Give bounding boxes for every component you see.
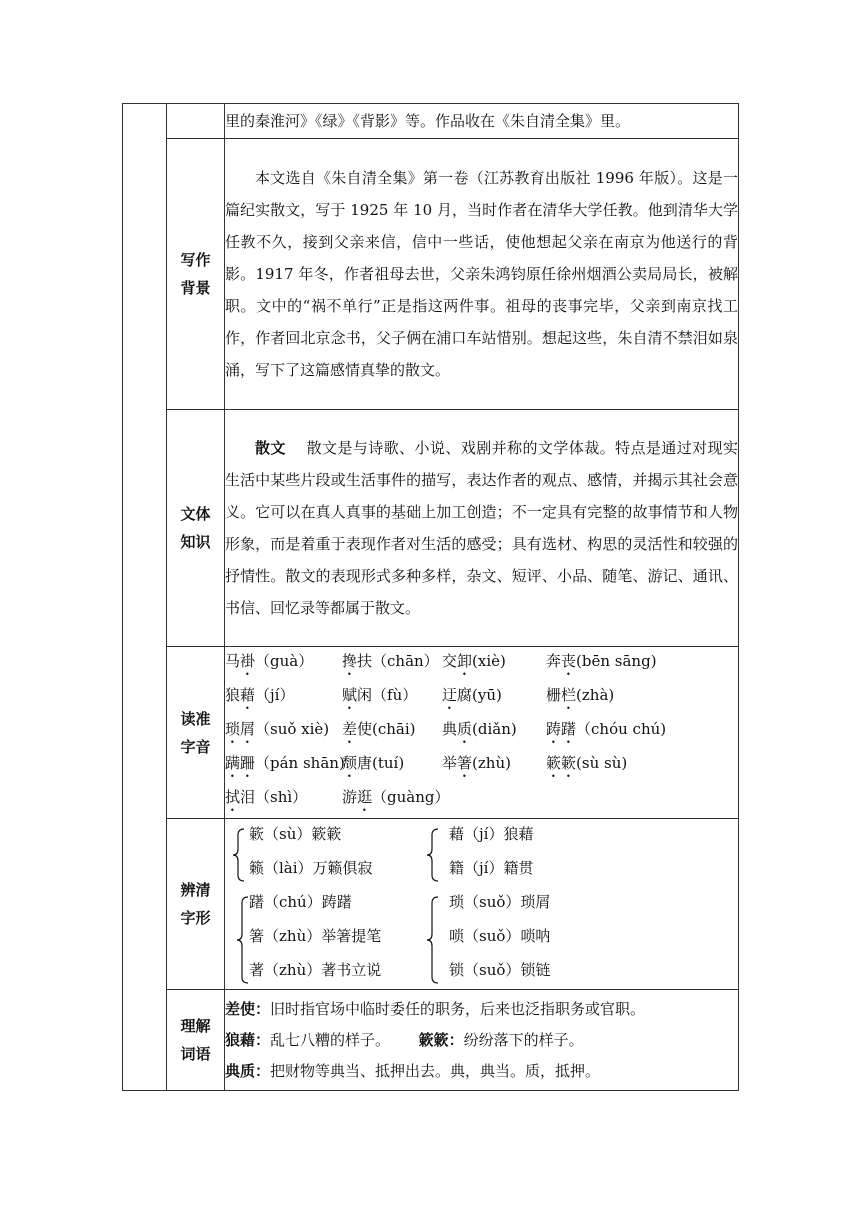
pronunciation-item: 狼藉（jí） (225, 686, 295, 704)
emphasized-char: 逛 (357, 788, 373, 806)
group3-line2: 箸（zhù）举箸提笔 (249, 927, 382, 945)
definition-3-term: 簌簌： (418, 1030, 464, 1049)
pronunciation-grid (225, 648, 738, 818)
pronunciation-label-line1: 读准 (180, 709, 211, 728)
definition-2-text: 乱七八糟的样子。 (270, 1030, 391, 1049)
background-cell (225, 139, 739, 410)
label-blank-cell (167, 104, 225, 139)
pronunciation-row (225, 750, 738, 784)
emphasized-char: 卸 (457, 652, 473, 670)
brace-group2-icon (425, 827, 439, 883)
emphasized-char: 拭 (225, 788, 241, 806)
emphasized-char: 蹒跚 (225, 754, 256, 772)
group1-line1: 簌（sù）簌簌 (249, 825, 342, 843)
group3-line1: 躇（chú）踌躇 (249, 893, 352, 911)
definition-3-text: 纷纷落下的样子。 (463, 1030, 584, 1049)
pronunciation-item: 拭泪（shì） (225, 788, 308, 806)
emphasized-char: 踌躇 (546, 720, 577, 738)
definition-1 (225, 994, 738, 1025)
definition-1-text: 旧时指官场中临时委任的职务，后来也泛指职务或官职。 (270, 999, 646, 1018)
genre-text: 散文是与诗歌、小说、戏剧并称的文学体裁。特点是通过对现实生活中某些片段或生活事件的描写，表达作者的观点、感情，并揭示其社会意义。它可以在真人真事的基础上加工创造；不一定具有完整的故事情节和人物形象，而是着重于表现作者对生活的感受；具有选材、构思的灵活性和较强的抒情性。散文的表现形式多种多样，杂文、短评、小品、随笔、游记、通讯、书信、回忆录等都属于散文。 (225, 439, 738, 617)
pronunciation-item: 搀扶（chān） (342, 652, 439, 670)
pronunciation-item: 簌簌(sù sù) (546, 754, 628, 772)
definition-4-text: 把财物等典当、抵押出去。典，典当。质，抵押。 (270, 1061, 601, 1080)
background-text: 本文选自《朱自清全集》第一卷（江苏教育出版社 1996 年版）。这是一篇纪实散文，写于 1925 年 10 月，当时作者在清华大学任教。他到清华大学任教不久，接到父亲来信，信中一些话，使他想起父亲在南京为他送行的背影。1917 年冬，作者祖母去世，父亲朱鸿钧原任徐州烟酒公卖局局长，被解职。文中的“祸不单行”正是指这两件事。祖母的丧事完毕，父亲到南京找工作，作者回北京念书，父子俩在浦口车站惜别。想起这些，朱自清不禁泪如泉涌，写下了这篇感情真挚的散文。 (225, 169, 738, 379)
genre-cell (225, 410, 739, 647)
brace-group1-icon (231, 827, 245, 883)
background-label (167, 139, 225, 410)
pronunciation-item: 奔丧(bēn sāng) (546, 652, 657, 670)
pronunciation-item: 典质(diǎn) (442, 720, 517, 738)
emphasized-char: 搀 (342, 652, 358, 670)
group1-line2: 籁（lài）万籁俱寂 (249, 859, 373, 877)
group4-line3: 锁（suǒ）锁链 (449, 961, 551, 979)
forms-label-line1: 辨清 (180, 881, 211, 899)
row-forms (123, 819, 739, 990)
emphasized-char: 迂 (442, 686, 458, 704)
group3-line3: 著（zhù）著书立说 (249, 961, 382, 979)
group2-line1: 藉（jí）狼藉 (449, 825, 534, 843)
pronunciation-item: 踌躇（chóu chú) (546, 720, 667, 738)
pronunciation-item: 马褂（guà） (225, 652, 314, 670)
emphasized-char: 质 (457, 720, 473, 738)
row-background (123, 139, 739, 410)
definition-2-3 (225, 1025, 738, 1056)
pronunciation-item: 赋闲（fù） (342, 686, 418, 704)
definition-1-term: 差使： (225, 999, 271, 1018)
group2-line2: 籍（jí）籍贯 (449, 859, 534, 877)
outer-blank-cell (123, 104, 167, 1091)
brace-group3-icon (235, 895, 249, 985)
emphasized-char: 颓 (342, 754, 358, 772)
pronunciation-label (167, 647, 225, 819)
words-cell (225, 990, 739, 1091)
genre-label-line2: 知识 (180, 533, 211, 551)
emphasized-char: 簌簌 (546, 754, 577, 772)
words-label-line2: 词语 (180, 1045, 211, 1063)
genre-paragraph (225, 432, 738, 624)
pronunciation-item: 蹒跚（pán shān) (225, 754, 345, 772)
row-author-tail (123, 104, 739, 139)
words-label (167, 990, 225, 1091)
forms-cell (225, 819, 739, 990)
pronunciation-item: 差使(chāi) (342, 720, 416, 738)
emphasized-char: 赋 (342, 686, 358, 704)
row-words (123, 990, 739, 1091)
pronunciation-row (225, 716, 738, 750)
pronunciation-row (225, 784, 738, 818)
group4-line2: 唢（suǒ）唢呐 (449, 927, 551, 945)
definition-4 (225, 1056, 738, 1087)
background-label-line2: 背景 (180, 279, 211, 297)
pronunciation-item: 栅栏(zhà) (546, 686, 615, 704)
pronunciation-item: 琐屑（suǒ xiè) (225, 720, 330, 738)
emphasized-char: 箸 (457, 754, 473, 772)
pronunciation-label-line2: 字音 (180, 737, 211, 756)
emphasized-char: 差 (342, 720, 358, 738)
genre-label (167, 410, 225, 647)
pronunciation-item: 交卸(xiè) (442, 652, 506, 670)
pronunciation-cell (225, 647, 739, 819)
forms-label-line2: 字形 (180, 909, 211, 927)
pronunciation-row (225, 648, 738, 682)
forms-label (167, 819, 225, 990)
emphasized-char: 栏 (561, 686, 577, 704)
author-tail-text: 里的秦淮河》《绿》《背影》等。作品收在《朱自清全集》里。 (225, 104, 739, 139)
pronunciation-row (225, 682, 738, 716)
pronunciation-item: 举箸(zhù) (442, 754, 511, 772)
genre-term: 散文 (255, 439, 286, 457)
emphasized-char: 琐屑 (225, 720, 256, 738)
pronunciation-item: 游逛（guàng） (342, 788, 450, 806)
row-pronunciation (123, 647, 739, 819)
pronunciation-item: 颓唐(tuí) (342, 754, 405, 772)
row-genre (123, 410, 739, 647)
definition-4-term: 典质： (225, 1061, 271, 1080)
definition-2-term: 狼藉： (225, 1030, 271, 1049)
emphasized-char: 藉 (240, 686, 256, 704)
group4-line1: 琐（suǒ）琐屑 (449, 893, 551, 911)
emphasized-char: 丧 (561, 652, 577, 670)
words-label-line1: 理解 (180, 1017, 211, 1035)
pronunciation-item: 迂腐(yū) (442, 686, 502, 704)
background-label-line1: 写作 (180, 251, 211, 269)
study-table (122, 103, 739, 1091)
emphasized-char: 褂 (240, 652, 256, 670)
forms-area (225, 819, 738, 989)
genre-label-line1: 文体 (180, 505, 211, 523)
brace-group4-icon (425, 895, 439, 985)
